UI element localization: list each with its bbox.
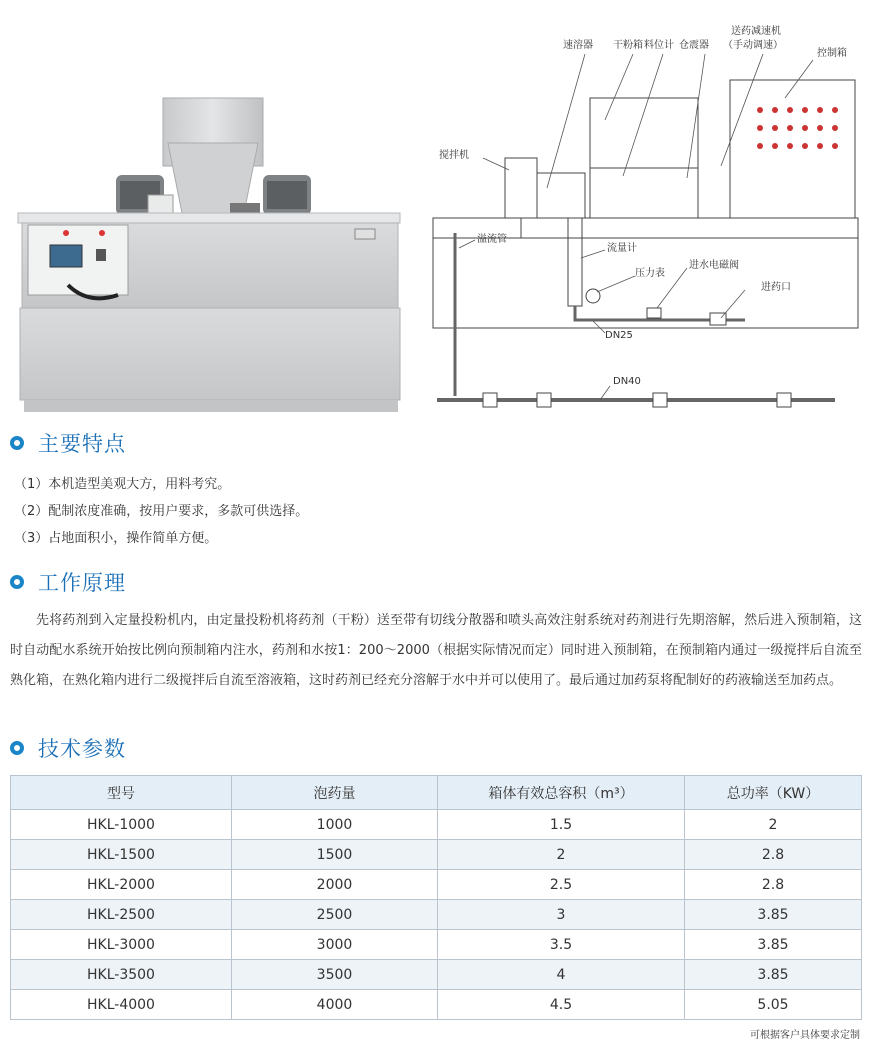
label-mixer: 搅拌机 bbox=[439, 150, 469, 161]
bullet-ring-icon bbox=[10, 575, 24, 589]
table-row bbox=[11, 810, 862, 840]
customization-note: 可根据客户具体要求定制 bbox=[750, 1030, 860, 1041]
spec-table bbox=[10, 775, 862, 1020]
machine-photo bbox=[8, 95, 413, 420]
table-cell: 2.5 bbox=[438, 870, 685, 900]
table-header-row bbox=[11, 776, 862, 810]
table-cell: 3.85 bbox=[685, 900, 862, 930]
label-flowmeter: 流量计 bbox=[607, 243, 637, 254]
table-cell: 4 bbox=[438, 960, 685, 990]
table-row bbox=[11, 840, 862, 870]
features-heading bbox=[10, 428, 126, 458]
table-cell: HKL-3000 bbox=[11, 930, 232, 960]
table-cell: 3.85 bbox=[685, 930, 862, 960]
label-overflow-pipe: 溢流管 bbox=[477, 234, 507, 245]
table-cell: HKL-1000 bbox=[11, 810, 232, 840]
features-title: 主要特点 bbox=[38, 432, 126, 456]
table-cell: 1500 bbox=[232, 840, 438, 870]
table-cell: HKL-3500 bbox=[11, 960, 232, 990]
feature-item: （1）本机造型美观大方，用料考究。 bbox=[14, 477, 231, 492]
table-row bbox=[11, 870, 862, 900]
table-cell: 5.05 bbox=[685, 990, 862, 1020]
label-feed-reducer: 送药减速机 bbox=[731, 26, 781, 37]
label-inlet-solenoid: 进水电磁阀 bbox=[689, 260, 739, 271]
table-cell: 2000 bbox=[232, 870, 438, 900]
table-row bbox=[11, 990, 862, 1020]
principle-title: 工作原理 bbox=[38, 571, 126, 595]
bullet-ring-icon bbox=[10, 741, 24, 755]
table-cell: 1000 bbox=[232, 810, 438, 840]
table-cell: 2.8 bbox=[685, 840, 862, 870]
specs-title: 技术参数 bbox=[38, 737, 126, 761]
table-cell: HKL-2500 bbox=[11, 900, 232, 930]
label-dosing-inlet: 进药口 bbox=[761, 282, 791, 293]
table-cell: 1.5 bbox=[438, 810, 685, 840]
column-header: 箱体有效总容积（m³） bbox=[438, 776, 685, 810]
table-cell: 3500 bbox=[232, 960, 438, 990]
bullet-ring-icon bbox=[10, 436, 24, 450]
table-cell: 4.5 bbox=[438, 990, 685, 1020]
label-dissolver: 速溶器 bbox=[563, 40, 593, 51]
specs-heading bbox=[10, 733, 126, 763]
column-header: 泡药量 bbox=[232, 776, 438, 810]
table-cell: 3 bbox=[438, 900, 685, 930]
column-header: 型号 bbox=[11, 776, 232, 810]
table-cell: HKL-1500 bbox=[11, 840, 232, 870]
label-control-box: 控制箱 bbox=[817, 48, 847, 59]
label-feed-reducer-sub: （手动调速） bbox=[723, 40, 783, 51]
table-row bbox=[11, 900, 862, 930]
label-pressure-gauge: 压力表 bbox=[635, 268, 665, 279]
label-level-meter: 料位计 bbox=[644, 40, 674, 51]
process-diagram bbox=[425, 8, 865, 428]
principle-text: 先将药剂到入定量投粉机内，由定量投粉机将药剂（干粉）送至带有切线分散器和喷头高效注射系统对药剂进行先期溶解，然后进入预制箱，这时自动配水系统开始按比例向预制箱内注水，药剂和水按1：200～2000（根据实际情况而定）同时进入预制箱，在预制箱内通过一级搅拌后自流至熟化箱，在熟化箱内进行二级搅拌后自流至溶液箱，这时药剂已经充分溶解于水中并可以使用了。最后通过加药泵将配制好的药液输送至加药点。 bbox=[10, 613, 862, 688]
table-cell: 2500 bbox=[232, 900, 438, 930]
table-cell: HKL-4000 bbox=[11, 990, 232, 1020]
feature-item: （3）占地面积小，操作简单方便。 bbox=[14, 531, 218, 546]
control-lights bbox=[757, 107, 838, 149]
label-dn40: DN40 bbox=[613, 376, 641, 387]
column-header: 总功率（KW） bbox=[685, 776, 862, 810]
table-cell: 3000 bbox=[232, 930, 438, 960]
table-cell: 2.8 bbox=[685, 870, 862, 900]
table-cell: HKL-2000 bbox=[11, 870, 232, 900]
table-cell: 2 bbox=[438, 840, 685, 870]
label-dn25: DN25 bbox=[605, 330, 633, 341]
label-dry-powder-box: 干粉箱 bbox=[613, 40, 643, 51]
table-cell: 3.5 bbox=[438, 930, 685, 960]
table-row bbox=[11, 930, 862, 960]
table-row bbox=[11, 960, 862, 990]
label-vibrator: 仓震器 bbox=[679, 40, 709, 51]
table-cell: 3.85 bbox=[685, 960, 862, 990]
table-cell: 2 bbox=[685, 810, 862, 840]
principle-heading bbox=[10, 567, 126, 597]
table-cell: 4000 bbox=[232, 990, 438, 1020]
feature-item: （2）配制浓度准确，按用户要求，多款可供选择。 bbox=[14, 504, 309, 519]
